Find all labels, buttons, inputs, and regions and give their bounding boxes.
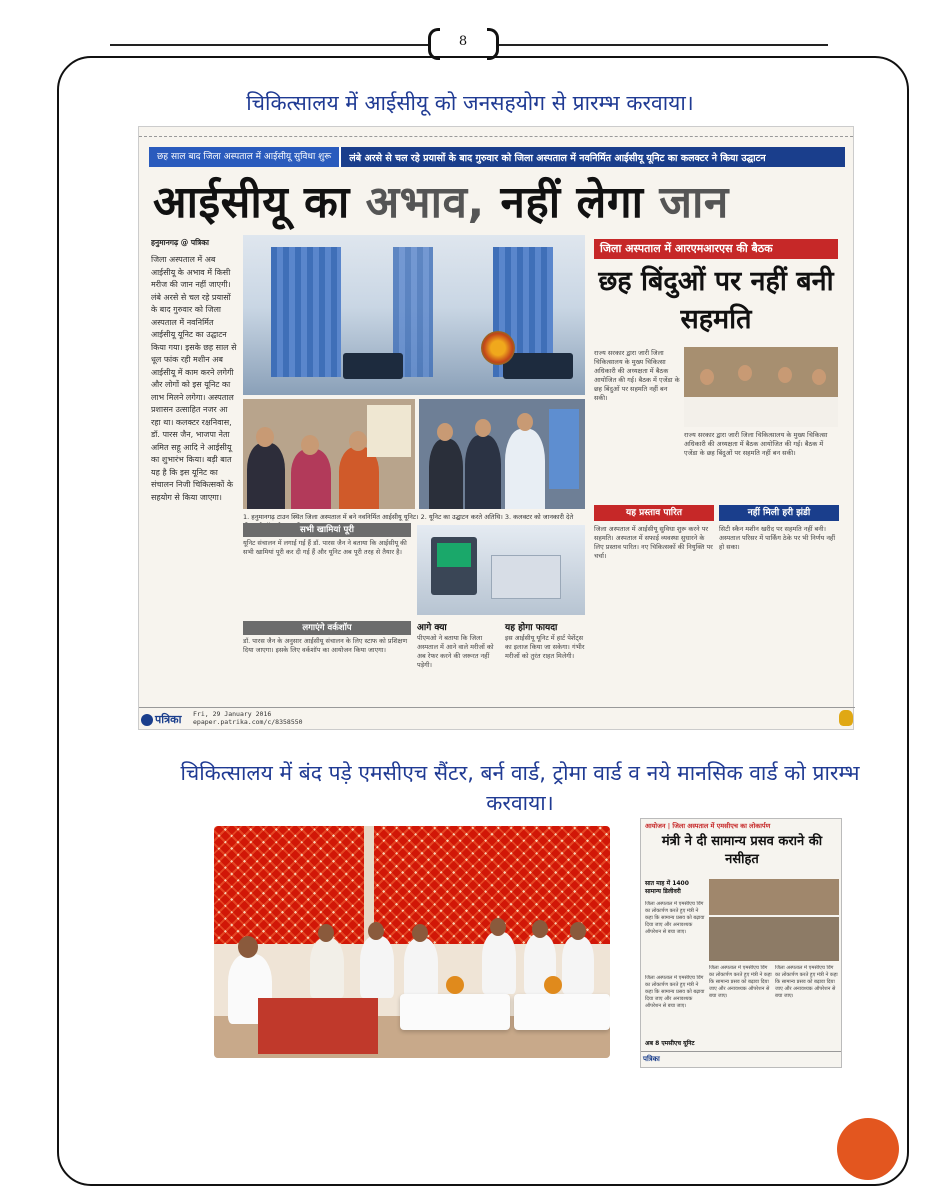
meeting-table [684,397,838,427]
guest-head [570,922,586,940]
clip2-photo-1 [709,879,839,915]
person-head [475,419,491,437]
person-head [349,431,367,451]
aage-kya-heading: आगे क्या [417,623,447,633]
stage-table [400,994,510,1030]
logo-text: पत्रिका [155,713,182,726]
person-head [301,435,319,455]
main-headline [153,175,843,231]
header-rule-right [498,44,828,46]
headline-part-2: अभाव, [365,177,501,228]
monitor-screen [437,543,471,567]
guest-head [532,920,548,938]
guest [562,936,594,994]
newspaper-clipping-mch [640,818,842,1068]
person [465,435,501,509]
person [291,449,331,509]
clip2-kicker: आयोजन | जिला अस्पताल में एमसीएच का लोकार्पण [645,822,771,830]
clip2-footer [641,1051,841,1067]
clip2-logo: पत्रिका [643,1055,660,1063]
person-head [437,423,453,441]
newspaper-clipping-icu [138,126,854,730]
clip2-text-1: जिला अस्पताल में एमसीएच विंग का लोकार्पण करते हुए मंत्री ने कहा कि सामान्य प्रसव को बढ़ावा दिया जाए और अनावश्यक ऑपरेशन से बचा जाए। [645,901,705,935]
person [429,439,463,509]
prastav-parit-text: जिला अस्पताल में आईसीयू सुविधा शुरू करने पर सहमति। अस्पताल में सफाई व्यवस्था सुधारने के लिए प्रस्ताव पारित। नए चिकित्सकों की नियुक्ति पर चर्चा। [594,525,713,560]
flower-bouquet [481,331,515,365]
news-strip [149,147,845,167]
caption-mch: चिकित्सालय में बंद पड़े एमसीएच सैंटर, बर्न वार्ड, ट्रोमा वार्ड व नये मानसिक वार्ड को प्रारम्भ करवाया। [180,761,860,815]
hari-jhandi-heading: नहीं मिली हरी झंडी [719,505,839,521]
inauguration-photo [243,399,415,509]
prastav-parit-heading: यह प्रस्ताव पारित [594,505,714,521]
clip2-headline: मंत्री ने दी सामान्य प्रसव कराने की नसीहत [661,834,823,867]
tent-pattern [214,826,364,944]
person-head [738,365,752,381]
lead-column [151,237,237,707]
caption-icu: चिकित्सालय में आईसीयू को जनसहयोग से प्रारम्भ करवाया। [246,91,694,115]
subhead-khamiyan: सभी खामियां पूरी [243,523,411,537]
subhead-workshop-text: डॉ. पारस जैन के अनुसार आईसीयू संचालन के लिए स्टाफ को प्रशिक्षण दिया जाएगा। इसके लिए वर्कशॉप का आयोजन किया जाएगा। [243,637,408,654]
aage-kya-text: पीएमओ ने बताया कि जिला अस्पताल में आने वाले मरीजों को अब रेफर करने की जरूरत नहीं पड़ेगी। [417,634,494,669]
rmrs-text-2: राज्य सरकार द्वारा जारी जिला चिकित्सालय के मुख्य चिकित्सा अधिकारी की अध्यक्षता में बैठक आयोजित की गई। बैठक में एजेंडा के छह बिंदुओं पर सहमति नहीं बन सकी। [684,431,828,457]
fayda-heading: यह होगा फायदा [505,623,558,633]
notice-board [367,405,411,457]
clip2-text-3: जिला अस्पताल में एमसीएच विंग का लोकार्पण करते हुए मंत्री ने कहा कि सामान्य प्रसव को बढ़ावा दिया जाए और अनावश्यक ऑपरेशन से बचा जाए। [709,965,772,999]
flower-pot [544,976,562,994]
headline-part-1: आईसीयू का [153,177,366,228]
icu-equipment-photo [417,525,585,615]
medical-machine [491,555,561,599]
icu-ward-photo [243,235,585,395]
strip-tag: छह साल बाद जिला अस्पताल में आईसीयू सुविधा शुरू [149,147,341,167]
guest [482,932,516,994]
ceremony-photo [214,826,610,1058]
person-head [812,369,826,385]
clip2-photo-2 [709,917,839,961]
patrika-logo [141,712,181,727]
doctor [505,429,545,509]
fayda-text: इस आईसीयू यूनिट में हार्ट पेशेंट्स का इलाज किया जा सकेगा। गंभीर मरीजों को तुरंत राहत मिलेगी। [505,634,585,660]
hari-jhandi-text: सिटी स्कैन मशीन खरीद पर सहमति नहीं बनी। अस्पताल परिसर में पार्किंग ठेके पर भी निर्णय नहीं हो सका। [719,525,836,551]
subhead-khamiyan-text: यूनिट संचालन में लगाई गई हैं डॉ. पारस जैन ने बताया कि आईसीयू की सभी खामियां पूरी कर दी गई हैं और यूनिट अब पूरी तरह से तैयार है। [243,539,407,556]
clip2-text-2: जिला अस्पताल में एमसीएच विंग का लोकार्पण करते हुए मंत्री ने कहा कि सामान्य प्रसव को बढ़ावा दिया जाए और अनावश्यक ऑपरेशन से बचा जाए। [645,975,705,1009]
epaper-url: epaper.patrika.com/c/8358550 [193,718,303,726]
page-number: 8 [458,34,468,49]
curtain [549,409,579,489]
flower-pot [446,976,464,994]
person [247,443,285,509]
guest-head [318,924,334,942]
owl-icon [839,710,853,726]
bed [503,353,573,379]
clipping-cut-line [139,127,853,137]
lead-text: जिला अस्पताल में अब आईसीयू के अभाव में किसी मरीज की जान नहीं जाएगी। लंबे अरसे से चल रहे प्रयासों के बाद गुरुवार को जिला अस्पताल में नवनिर्मित आईसीयू यूनिट का उद्घाटन किया गया। इसके छह साल से धूल फांक रही मशीन अब आईसीयू में काम करने लगेगी और लोगों को इस यूनिट का लाभ मिलने लगेगा। अस्पताल प्रशासन उत्साहित नजर आ रहा था। कलक्टर रक्षनिवास, डॉ. पारस जैन, भाजपा नेता अमित सहू आदि ने आईसीयू का शुभारंभ किया। बड़ी बात यह है कि इस यूनिट का संचालन निजी चिकित्सकों के सहयोग से किया जाएगा। [151,255,237,502]
guest [404,938,438,998]
guest-head [368,922,384,940]
headline-part-3: नहीं लेगा [500,177,660,228]
guest-head [412,924,428,942]
meeting-photo [684,347,838,427]
curtain [271,247,341,377]
logo-icon [141,714,153,726]
person-head [517,413,533,431]
person-head [700,369,714,385]
podium [258,998,378,1054]
clip2-subhead-2: अब 8 एमसीएच यूनिट [645,1040,695,1047]
clip2-text-4: जिला अस्पताल में एमसीएच विंग का लोकार्पण करते हुए मंत्री ने कहा कि सामान्य प्रसव को बढ़ावा दिया जाए और अनावश्यक ऑपरेशन से बचा जाए। [775,965,838,999]
strip-text: लंबे अरसे से चल रहे प्रयासों के बाद गुरुवार को जिला अस्पताल में नवनिर्मित आईसीयू यूनिट का कलक्टर ने किया उद्घाटन [349,152,766,164]
person-head [256,427,274,447]
subhead-workshop: लगाएंगे वर्कशॉप [243,621,411,635]
byline: हनुमानगढ़ @ पत्रिका [151,238,209,247]
guest-head [490,918,506,936]
speaker-head [238,936,258,958]
epaper-info [193,710,303,726]
guest [310,938,344,998]
rmrs-headline: छह बिंदुओं पर नहीं बनी सहमति [598,266,834,335]
clip2-subhead: सात माह में 1400 सामान्य डिलीवरी [645,880,689,895]
stage-table [514,994,610,1030]
bed [343,353,403,379]
epaper-date: Fri, 29 January 2016 [193,710,272,718]
person-head [778,367,792,383]
clipping-footer [139,707,855,729]
guest [360,936,394,998]
headline-part-4: जान [659,177,729,228]
briefing-photo [419,399,585,509]
rmrs-text: राज्य सरकार द्वारा जारी जिला चिकित्सालय के मुख्य चिकित्सा अधिकारी की अध्यक्षता में बैठक आयोजित की गई। बैठक में एजेंडा के छह बिंदुओं पर सहमति नहीं बन सकी। [594,349,680,402]
header-rule-left [110,44,428,46]
orange-circle-decoration [837,1118,899,1180]
rmrs-meeting-bar: जिला अस्पताल में आरएमआरएस की बैठक [594,239,838,259]
photo-caption: 1. हनुमानगढ़ टाउन स्थित जिला अस्पताल में बने नवनिर्मित आईसीयू यूनिट। 2. यूनिट का उद्घाटन करते अतिथि। 3. कलक्टर को जानकारी देते [243,513,574,521]
